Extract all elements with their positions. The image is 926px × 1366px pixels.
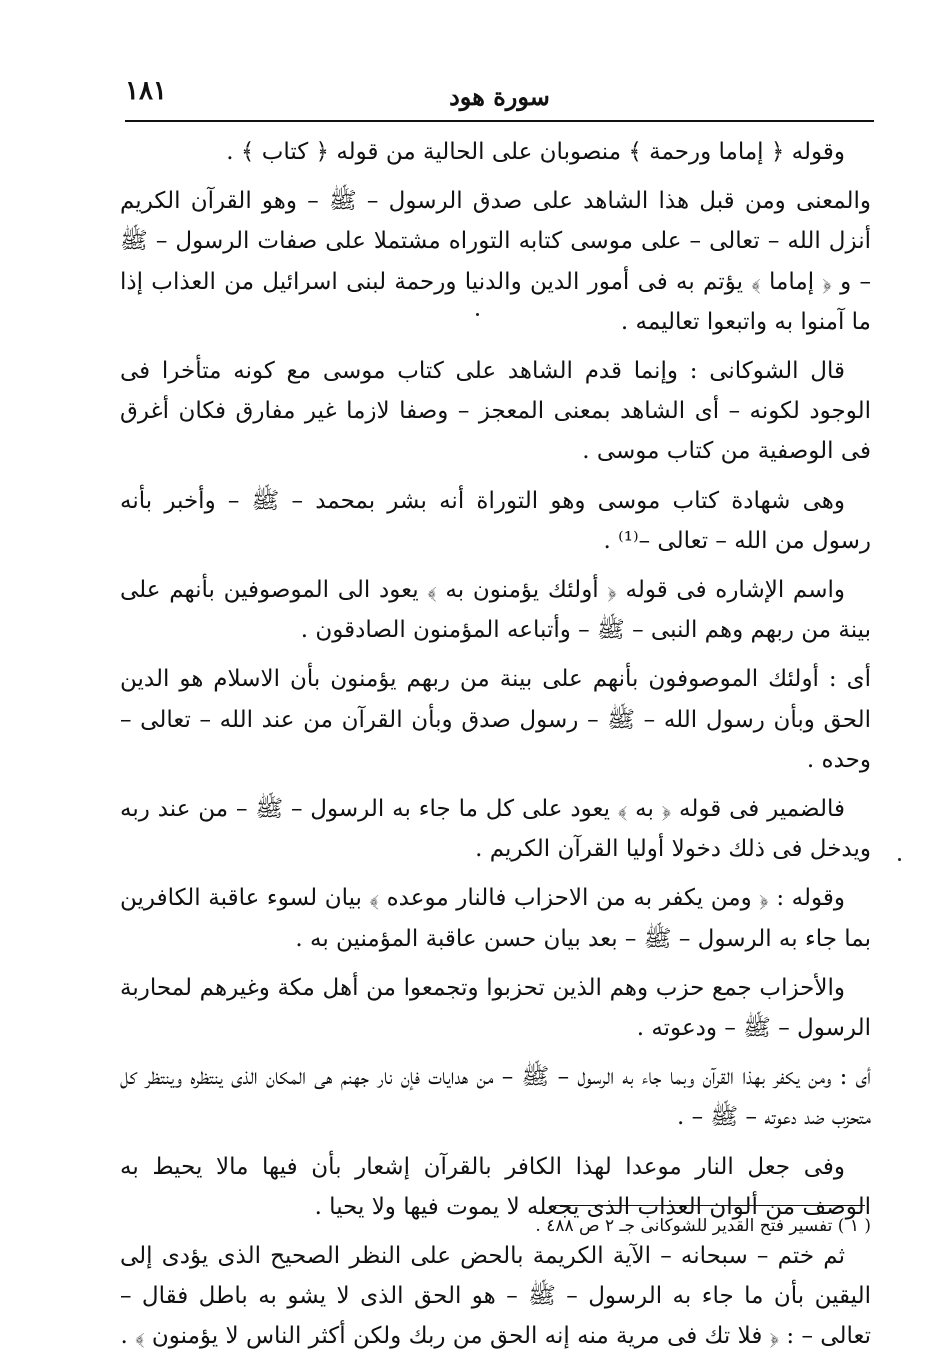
paragraph: وقوله ﴿ إماما ورحمة ﴾ منصوبان على الحالية من قوله ﴿ كتاب ﴾ . — [226, 139, 845, 165]
paragraph: أى : أولئك الموصوفون بأنهم على بينة من ربهم يؤمنون بأن الاسلام هو الدين الحق وبأن رسول الله – ﷺ – رسول صدق وبأن القرآن من عند الله – تعالى – وحده . — [120, 666, 871, 773]
paragraph: فالضمير فى قوله ﴿ به ﴾ يعود على كل ما جاء به الرسول – ﷺ – من عند ربه ويدخل فى ذلك دخولا أوليا القرآن الكريم . — [120, 796, 871, 863]
page-number: ١٨١ — [125, 76, 167, 106]
paragraph: وقوله : ﴿ ومن يكفر به من الاحزاب فالنار موعده ﴾ بيان لسوء عاقبة الكافرين بما جاء به الرسول – ﷺ – بعد بيان حسن عاقبة المؤمنين به . — [120, 885, 871, 952]
paragraph: قال الشوكانى : وإنما قدم الشاهد على كتاب موسى مع كونه متأخرا فى الوجود لكونه – أى الشاهد بمعنى المعجز – وصفا لازما غير مفارق فكان أغرق فى الوصفية من كتاب موسى . — [120, 358, 871, 465]
paragraph: والمعنى ومن قبل هذا الشاهد على صدق الرسول – ﷺ – وهو القرآن الكريم أنزل الله – تعالى – على موسى كتابه التوراه مشتملا على صفات الرسول – ﷺ – و ﴿ إماما ﴾ يؤتم به فى أمور الدين والدنيا ورحمة لبنى اسرائيل من العذاب إذا ما آمنوا به واتبعوا تعاليمه . — [120, 188, 871, 335]
footnote: ( ١ ) تفسير فتح القدير للشوكانى جـ ٢ ص ٤٨٨ . — [535, 1216, 871, 1236]
paragraph: وفى جعل النار موعدا لهذا الكافر بالقرآن إشعار بأن فيها مالا يحيط به الوصف من ألوان العذاب الذى يجعله لا يموت فيها ولا يحيا . — [120, 1153, 871, 1220]
paragraph: أى : ومن يكفر بهذا القرآن وبما جاء به الرسول – ﷺ – من هدايات فإن نار جهنم هى المكان الذى ينتظره وينتظر كل متحزب ضد دعوته – ﷺ – . — [120, 1064, 871, 1131]
paragraph: ثم ختم – سبحانه – الآية الكريمة بالحض على النظر الصحيح الذى يؤدى إلى اليقين بأن ما جاء به الرسول – ﷺ – هو الحق الذى لا يشو به باطل فقال – تعالى – : ﴿ فلا تك فى مرية منه إنه الحق من ربك ولكن أكثر الناس لا يؤمنون ﴾ . — [120, 1243, 871, 1350]
paragraph: واسم الإشاره فى قوله ﴿ أولئك يؤمنون به ﴾ يعود الى الموصوفين بأنهم على بينة من ربهم وهم النبى – ﷺ – وأتباعه المؤمنون الصادقون . — [120, 577, 871, 644]
paragraph: والأحزاب جمع حزب وهم الذين تحزبوا وتجمعوا من أهل مكة وغيرهم لمحاربة الرسول – ﷺ – ودعوته . — [120, 974, 871, 1042]
footnote-divider — [555, 1205, 865, 1206]
paragraph: وهى شهادة كتاب موسى وهو التوراة أنه بشر بمحمد – ﷺ – وأخبر بأنه رسول من الله – تعالى –⁽¹⁾ . — [120, 487, 871, 554]
surah-title: سورة هود — [449, 82, 550, 111]
scan-speck — [898, 858, 901, 861]
scan-speck — [476, 313, 479, 316]
body-text — [120, 132, 871, 1366]
page-header — [125, 72, 874, 122]
